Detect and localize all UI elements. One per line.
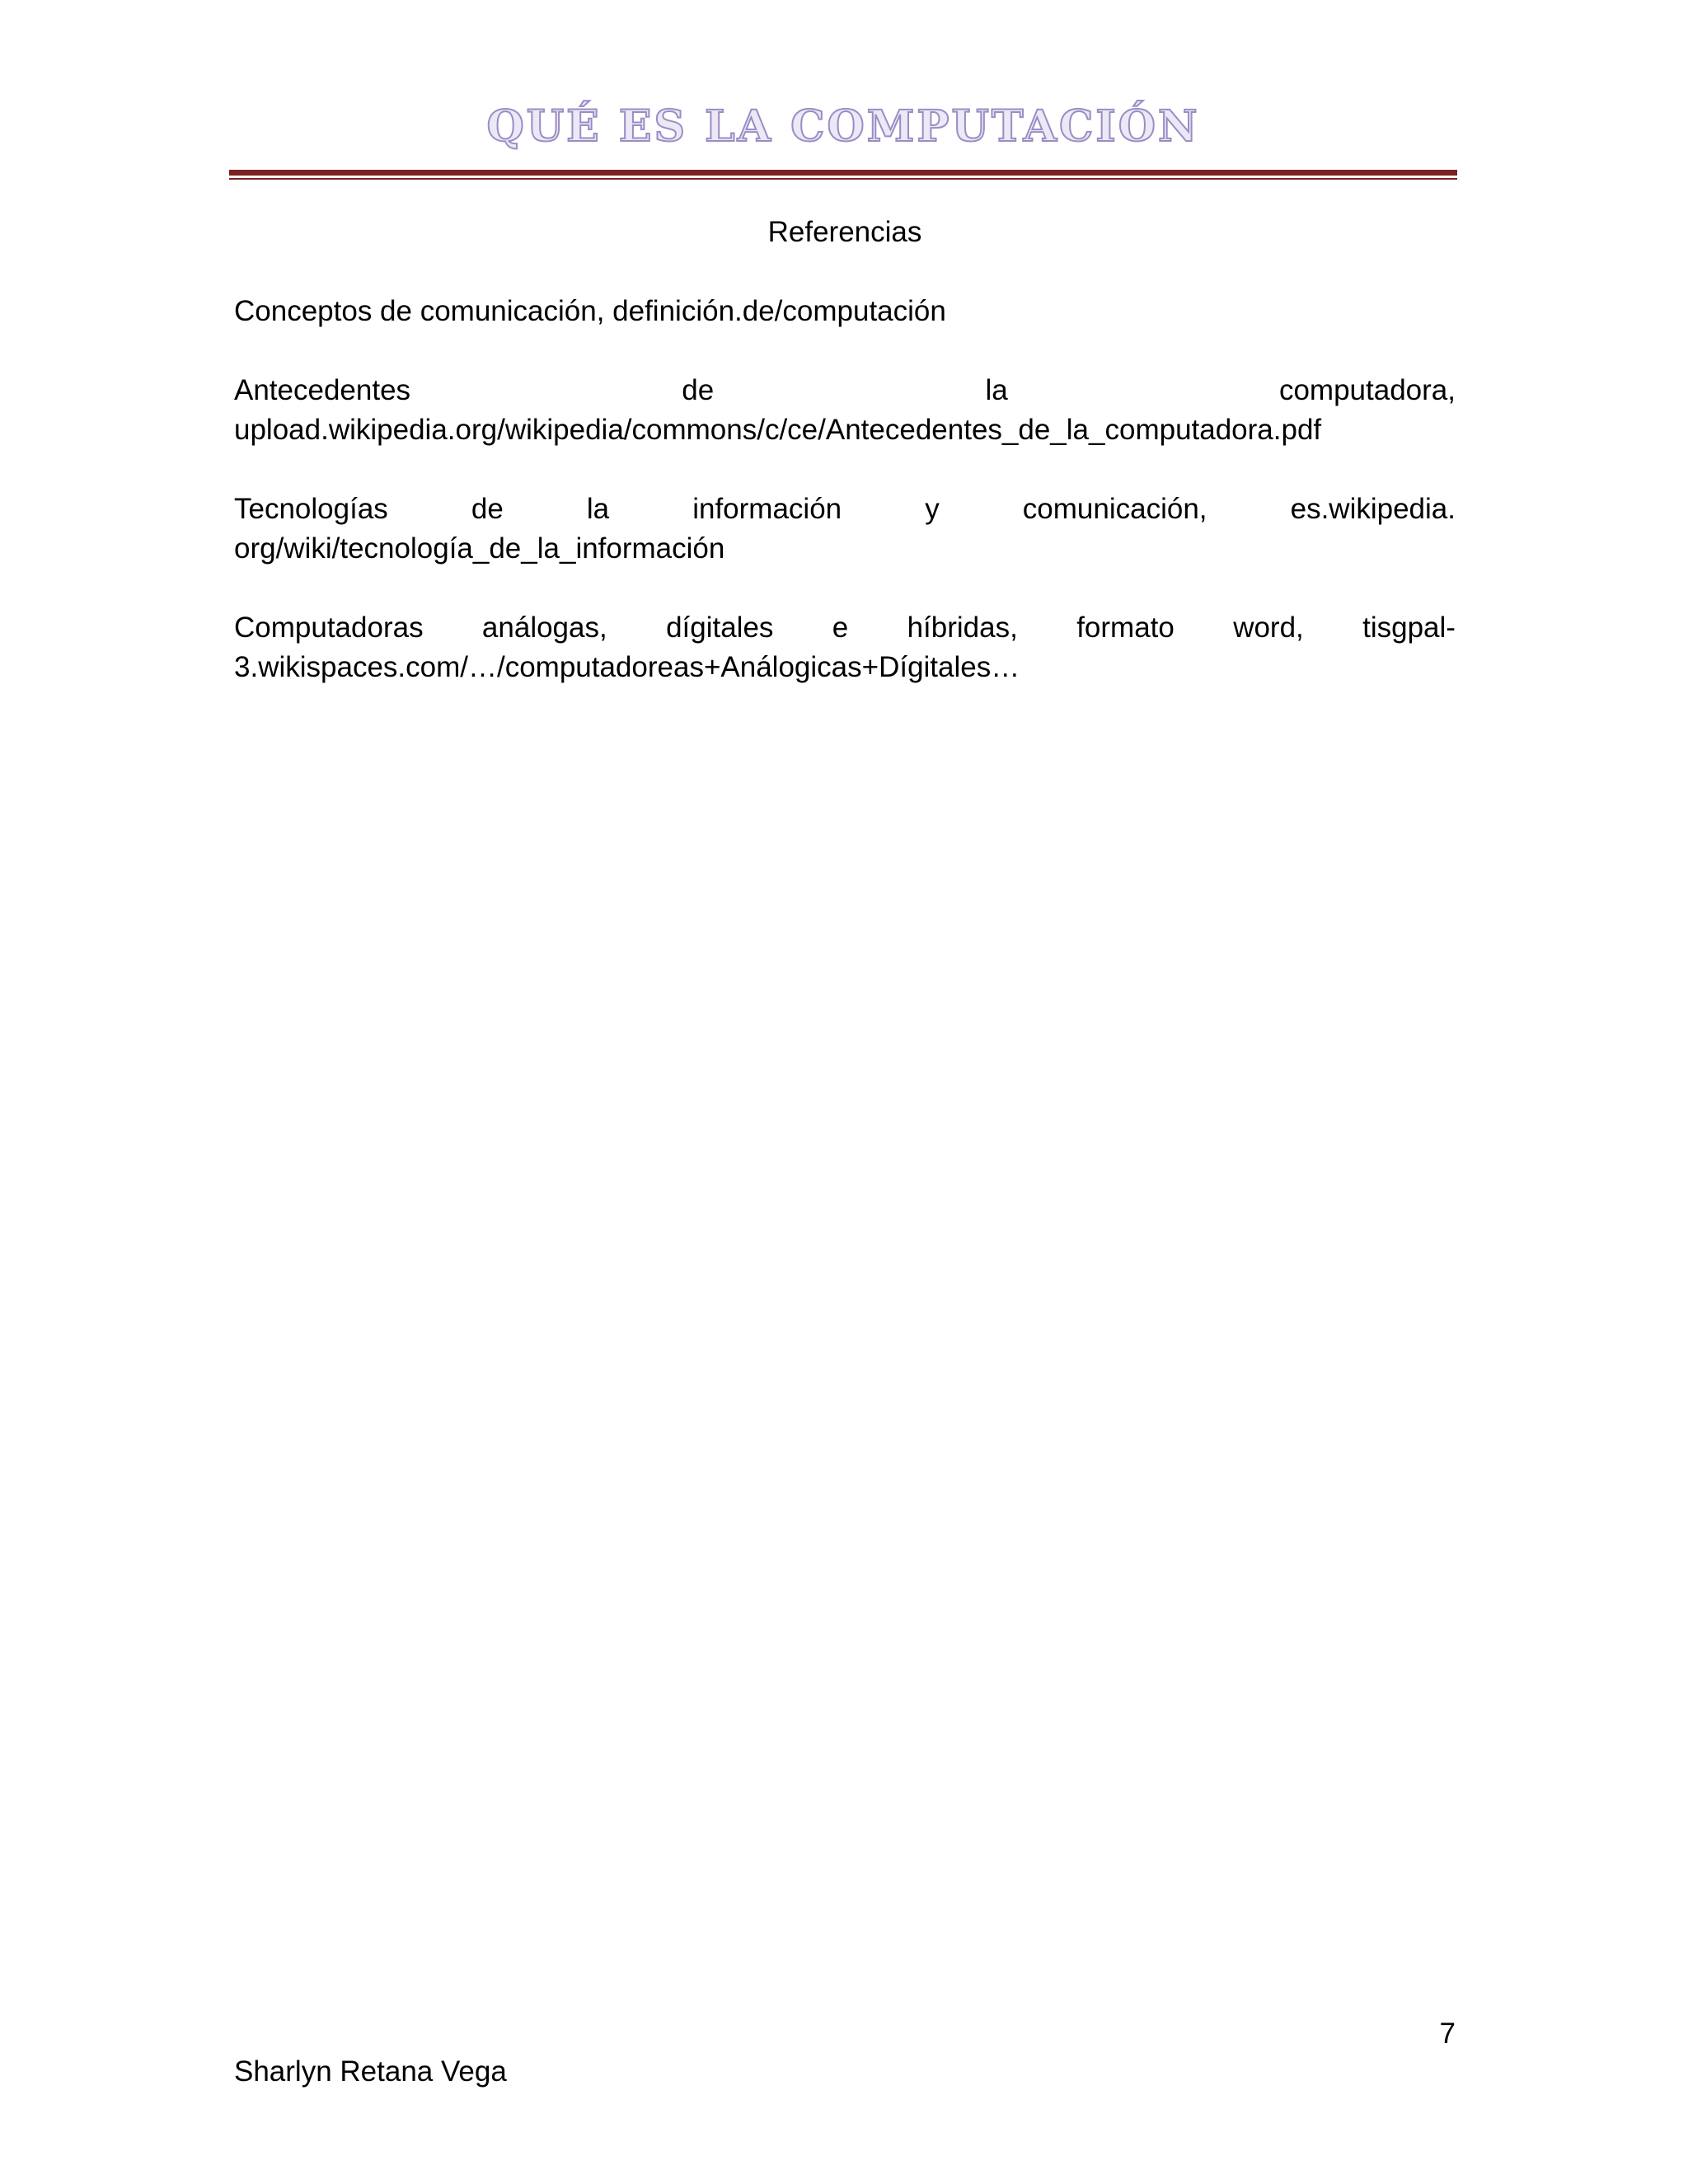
reference-entry <box>234 371 1456 450</box>
reference-justified-line <box>234 371 1456 410</box>
references-section <box>234 213 1456 727</box>
reference-justified-line <box>234 490 1456 529</box>
document-title: QUÉ ES LA COMPUTACIÓN <box>486 101 1200 152</box>
reference-word: comunicación, <box>1022 493 1207 525</box>
header-rule-thin <box>229 178 1457 180</box>
reference-word: e <box>832 612 849 644</box>
reference-word: formato <box>1076 612 1175 644</box>
reference-word: dígitales <box>666 612 774 644</box>
reference-word: y <box>925 493 940 525</box>
reference-word: la <box>985 374 1008 406</box>
reference-url-line: 3.wikispaces.com/…/computadoreas+Análogicas+Dígitales… <box>234 651 1020 683</box>
header-rule-thick <box>229 170 1457 176</box>
reference-url-line: org/wiki/tecnología_de_la_información <box>234 532 725 565</box>
reference-word: análogas, <box>481 612 607 644</box>
page-number: 7 <box>1439 2018 1456 2050</box>
page-header <box>229 101 1457 180</box>
reference-word: tisgpal- <box>1362 612 1456 644</box>
reference-entry <box>234 292 1456 331</box>
reference-entry <box>234 608 1456 687</box>
reference-url-line: upload.wikipedia.org/wikipedia/commons/c/ce/Antecedentes_de_la_computadora.pdf <box>234 414 1322 446</box>
reference-word: la <box>586 493 610 525</box>
reference-word: word, <box>1233 612 1304 644</box>
references-heading: Referencias <box>767 216 922 248</box>
reference-line: Conceptos de comunicación, definición.de/computación <box>234 295 946 327</box>
reference-word: Antecedentes <box>234 374 411 406</box>
reference-word: de <box>682 374 715 406</box>
footer-author: Sharlyn Retana Vega <box>234 2055 507 2088</box>
reference-word: Tecnologías <box>234 493 388 525</box>
reference-word: de <box>471 493 504 525</box>
reference-word: es.wikipedia. <box>1290 493 1456 525</box>
reference-entry <box>234 490 1456 569</box>
reference-word: información <box>692 493 842 525</box>
reference-justified-line <box>234 608 1456 648</box>
reference-word: computadora, <box>1278 374 1456 406</box>
reference-word: híbridas, <box>907 612 1018 644</box>
reference-word: Computadoras <box>234 612 424 644</box>
